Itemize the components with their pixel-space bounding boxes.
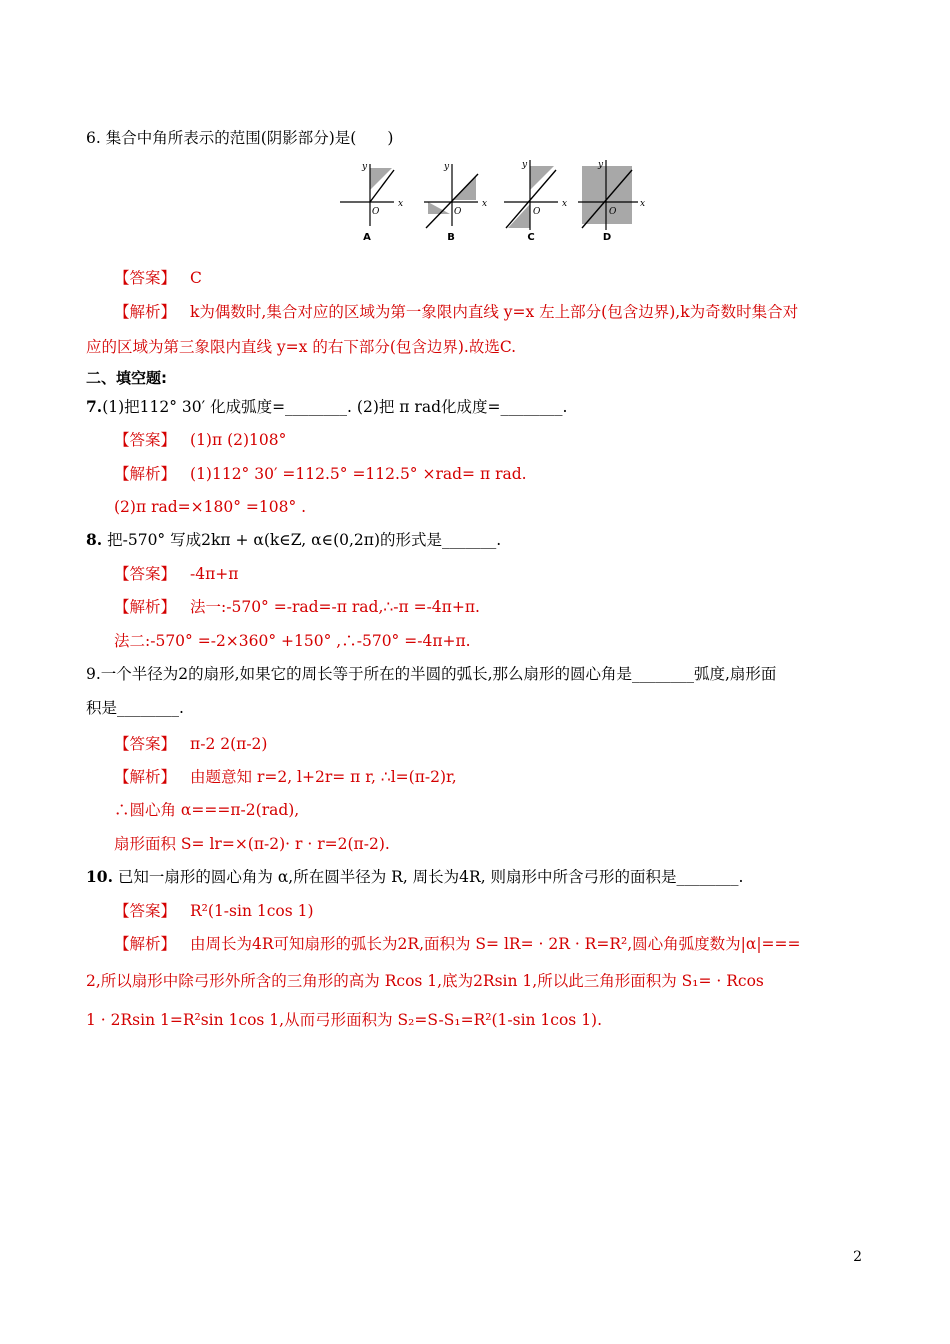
q10-answer bbox=[114, 901, 314, 921]
q7-answer bbox=[114, 430, 286, 450]
q7-analysis-text-1: (1)112° 30′ =112.5° =112.5° ×rad= π rad. bbox=[190, 465, 527, 483]
q9-analysis-text-1: 由题意知 r=2, l+2r= π r, ∴l=(π-2)r, bbox=[190, 768, 457, 786]
figure-d-origin: O bbox=[609, 207, 617, 217]
q8-answer-value: -4π+π bbox=[190, 565, 239, 583]
figure-a-y-label: y bbox=[362, 162, 368, 172]
q8-analysis-line-1 bbox=[114, 597, 480, 617]
q10-analysis-line-2: 2,所以扇形中除弓形外所含的三角形的高为 Rcos 1,底为2Rsin 1,所以此三角形面积为 S₁= · Rcos bbox=[86, 972, 764, 990]
q9-question-line-1: 9.一个半径为2的扇形,如果它的周长等于所在的半圆的弧长,那么扇形的圆心角是________弧度,扇形面 bbox=[86, 665, 777, 683]
figure-a-x-label: x bbox=[398, 199, 404, 209]
figure-c-origin: O bbox=[533, 207, 541, 217]
figure-c-label: C bbox=[527, 232, 535, 243]
analysis-tag: 【解析】 bbox=[114, 768, 177, 786]
answer-tag: 【答案】 bbox=[114, 431, 177, 449]
figure-c-y-label: y bbox=[522, 160, 528, 170]
q9-answer bbox=[114, 734, 267, 754]
figure-a-graph bbox=[336, 156, 406, 232]
analysis-tag: 【解析】 bbox=[114, 303, 177, 321]
q8-question bbox=[86, 530, 501, 550]
figure-c-x-label: x bbox=[562, 199, 568, 209]
figure-b-x-label: x bbox=[482, 199, 488, 209]
analysis-tag: 【解析】 bbox=[114, 935, 177, 953]
figure-b bbox=[420, 156, 490, 248]
answer-tag: 【答案】 bbox=[114, 902, 177, 920]
answer-tag: 【答案】 bbox=[114, 269, 177, 287]
figure-b-label: B bbox=[447, 232, 455, 243]
analysis-tag: 【解析】 bbox=[114, 465, 177, 483]
figure-d bbox=[576, 156, 646, 248]
q8-number: 8. bbox=[86, 530, 103, 549]
q10-question bbox=[86, 867, 743, 887]
answer-tag: 【答案】 bbox=[114, 565, 177, 583]
figure-c-graph bbox=[500, 156, 570, 232]
figure-d-label: D bbox=[602, 232, 612, 243]
q10-analysis-line-1 bbox=[114, 934, 801, 954]
q8-question-text: 把-570° 写成2kπ + α(k∈Z, α∈(0,2π)的形式是_______. bbox=[102, 531, 502, 549]
q8-answer bbox=[114, 564, 238, 584]
q6-analysis-line-2: 应的区域为第三象限内直线 y=x 的右下部分(包含边界).故选C. bbox=[86, 338, 517, 356]
figure-c bbox=[500, 156, 570, 248]
page-number: 2 bbox=[853, 1249, 862, 1265]
q7-answer-value: (1)π (2)108° bbox=[190, 431, 287, 449]
q9-analysis-line-3: 扇形面积 S= lr=×(π-2)· r · r=2(π-2). bbox=[114, 835, 390, 853]
q6-analysis-text-1: k为偶数时,集合对应的区域为第一象限内直线 y=x 左上部分(包含边界),k为奇数时集合对 bbox=[190, 303, 799, 321]
analysis-tag: 【解析】 bbox=[114, 598, 177, 616]
q10-analysis-text-1: 由周长为4R可知扇形的弧长为2R,面积为 S= lR= · 2R · R=R²,圆心角弧度数为|α|=== bbox=[190, 935, 801, 953]
figure-d-y-label: y bbox=[598, 160, 604, 170]
q7-analysis-line-1 bbox=[114, 464, 527, 484]
q10-question-text: 已知一扇形的圆心角为 α,所在圆半径为 R, 周长为4R, 则扇形中所含弓形的面积是________. bbox=[112, 868, 744, 886]
q10-number: 10. bbox=[86, 867, 113, 886]
figure-b-graph bbox=[420, 156, 490, 232]
answer-tag: 【答案】 bbox=[114, 735, 177, 753]
figure-d-x-label: x bbox=[640, 199, 646, 209]
figure-a-origin: O bbox=[372, 207, 380, 217]
figure-a-label: A bbox=[363, 232, 371, 243]
q6-answer bbox=[114, 268, 202, 288]
section-heading: 二、填空题: bbox=[86, 369, 167, 387]
figure-b-y-label: y bbox=[444, 162, 450, 172]
q6-question: 6. 集合中角所表示的范围(阴影部分)是( ) bbox=[86, 129, 394, 147]
q8-analysis-text-1: 法一:-570° =-rad=-π rad,∴-π =-4π+π. bbox=[190, 598, 480, 616]
q7-number: 7. bbox=[86, 397, 103, 416]
q9-answer-value: π-2 2(π-2) bbox=[190, 735, 268, 753]
q6-answer-value: C bbox=[190, 269, 202, 287]
figure-d-graph bbox=[576, 156, 648, 232]
q7-question bbox=[86, 397, 567, 417]
q9-question-line-2: 积是________. bbox=[86, 699, 184, 717]
q10-answer-value: R²(1-sin 1cos 1) bbox=[190, 902, 314, 920]
q10-analysis-line-3: 1 · 2Rsin 1=R²sin 1cos 1,从而弓形面积为 S₂=S-S₁=R²(1-sin 1cos 1). bbox=[86, 1011, 603, 1029]
figure-a bbox=[336, 156, 406, 248]
q6-figures bbox=[336, 156, 648, 248]
q7-question-text: (1)把112° 30′ 化成弧度=________. (2)把 π rad化成度=________. bbox=[102, 398, 568, 416]
q7-analysis-line-2: (2)π rad=×180° =108° . bbox=[114, 498, 307, 516]
q8-analysis-line-2: 法二:-570° =-2×360° +150° ,∴-570° =-4π+π. bbox=[114, 632, 471, 650]
q9-analysis-line-2: ∴圆心角 α===π-2(rad), bbox=[114, 801, 300, 819]
q6-analysis-line-1 bbox=[114, 302, 798, 322]
figure-b-origin: O bbox=[454, 207, 462, 217]
q9-analysis-line-1 bbox=[114, 767, 457, 787]
